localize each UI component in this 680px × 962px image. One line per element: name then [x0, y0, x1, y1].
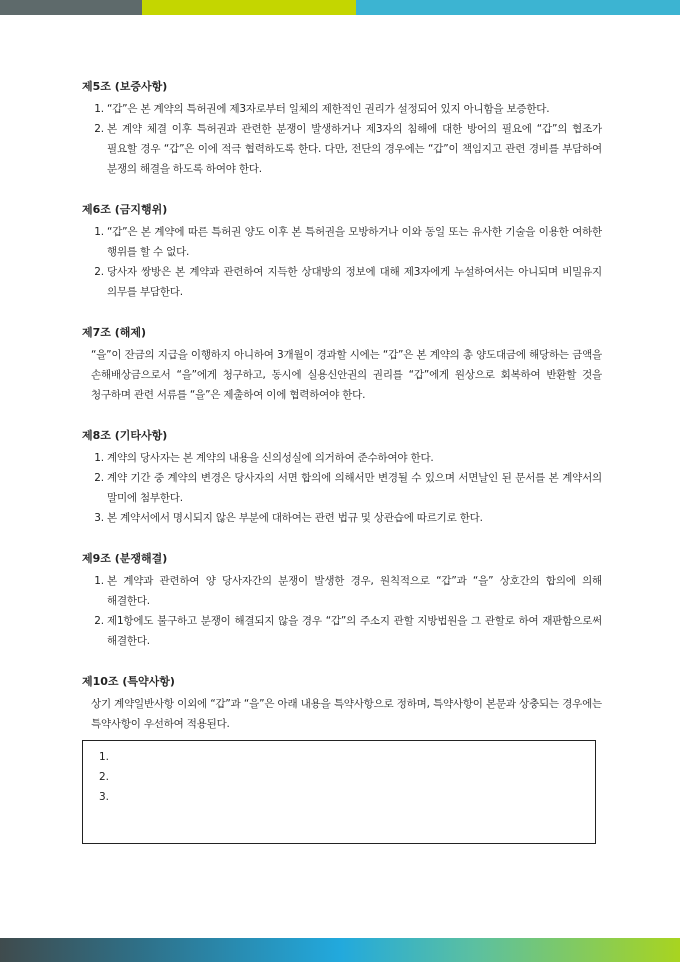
top-bar-segment-lime — [142, 0, 356, 15]
list-item: 1. 계약의 당사자는 본 계약의 내용을 신의성실에 의거하여 준수하여야 한다. — [107, 448, 602, 468]
list-item: 2. 계약 기간 중 계약의 변경은 당사자의 서면 합의에 의해서만 변경될 수 있으며 서면날인 된 문서를 본 계약서의 말미에 첨부한다. — [107, 468, 602, 508]
article-paragraph: “을”이 잔금의 지급을 이행하지 아니하여 3개월이 경과할 시에는 “갑”은 본 계약의 총 양도대금에 해당하는 금액을 손해배상금으로서 “을”에게 청구하고, 동시에 실용신안권의 권리를 “갑”에게 원상으로 회복하여 반환할 것을 청구하며 관련 서류를 “을”은 제출하여 이에 협력하여야 한다. — [91, 349, 602, 401]
list-item: 2. 본 계약 체결 이후 특허권과 관련한 분쟁이 발생하거나 제3자의 침해에 대한 방어의 필요에 “갑”의 협조가 필요할 경우 “갑”은 이에 적극 협력하도록 한다. 다만, 전단의 경우에는 “갑”이 책임지고 관련 경비를 부담하여 분쟁의 해결을 하도록 하여야 한다. — [107, 119, 602, 179]
article-title: 제5조 (보증사항) — [82, 80, 168, 93]
article-items — [82, 99, 602, 179]
article-title: 제6조 (금지행위) — [82, 203, 168, 216]
special-terms-box[interactable] — [82, 740, 596, 844]
article-title: 제7조 (해제) — [82, 326, 147, 339]
list-item: 1. “갑”은 본 계약의 특허권에 제3자로부터 일체의 제한적인 권리가 설정되어 있지 아니함을 보증한다. — [107, 99, 602, 119]
article-paragraph: 상기 계약일반사항 이외에 “갑”과 “을”은 아래 내용을 특약사항으로 정하며, 특약사항이 본문과 상충되는 경우에는 특약사항이 우선하여 적용된다. — [91, 698, 602, 730]
list-item: 1. “갑”은 본 계약에 따른 특허권 양도 이후 본 특허권을 모방하거나 이와 동일 또는 유사한 기술을 이용한 여하한 행위를 할 수 없다. — [107, 222, 602, 262]
article-items — [82, 571, 602, 651]
special-term-3: 3. — [99, 791, 110, 803]
article-5 — [82, 80, 602, 179]
article-title: 제8조 (기타사항) — [82, 429, 168, 442]
contract-body — [82, 80, 602, 868]
article-title: 제10조 (특약사항) — [82, 675, 175, 688]
list-item: 2. 제1항에도 불구하고 분쟁이 해결되지 않을 경우 “갑”의 주소지 관할 지방법원을 그 관할로 하여 재판함으로써 해결한다. — [107, 611, 602, 651]
article-items — [82, 448, 602, 528]
article-7 — [82, 326, 602, 405]
article-title: 제9조 (분쟁해결) — [82, 552, 168, 565]
top-color-bar — [0, 0, 680, 15]
list-item: 3. 본 계약서에서 명시되지 않은 부분에 대하여는 관련 법규 및 상관습에 따르기로 한다. — [107, 508, 602, 528]
special-term-2: 2. — [99, 771, 110, 783]
article-8 — [82, 429, 602, 528]
article-6 — [82, 203, 602, 302]
article-9 — [82, 552, 602, 651]
article-items — [82, 222, 602, 302]
special-term-1: 1. — [99, 751, 110, 763]
list-item: 1. 본 계약과 관련하여 양 당사자간의 분쟁이 발생한 경우, 원칙적으로 “갑”과 “을” 상호간의 합의에 의해 해결한다. — [107, 571, 602, 611]
bottom-gradient-bar — [0, 938, 680, 962]
top-bar-segment-gray — [0, 0, 142, 15]
article-10 — [82, 675, 602, 844]
top-bar-segment-cyan — [356, 0, 680, 15]
list-item: 2. 당사자 쌍방은 본 계약과 관련하여 지득한 상대방의 정보에 대해 제3자에게 누설하여서는 아니되며 비밀유지 의무를 부담한다. — [107, 262, 602, 302]
